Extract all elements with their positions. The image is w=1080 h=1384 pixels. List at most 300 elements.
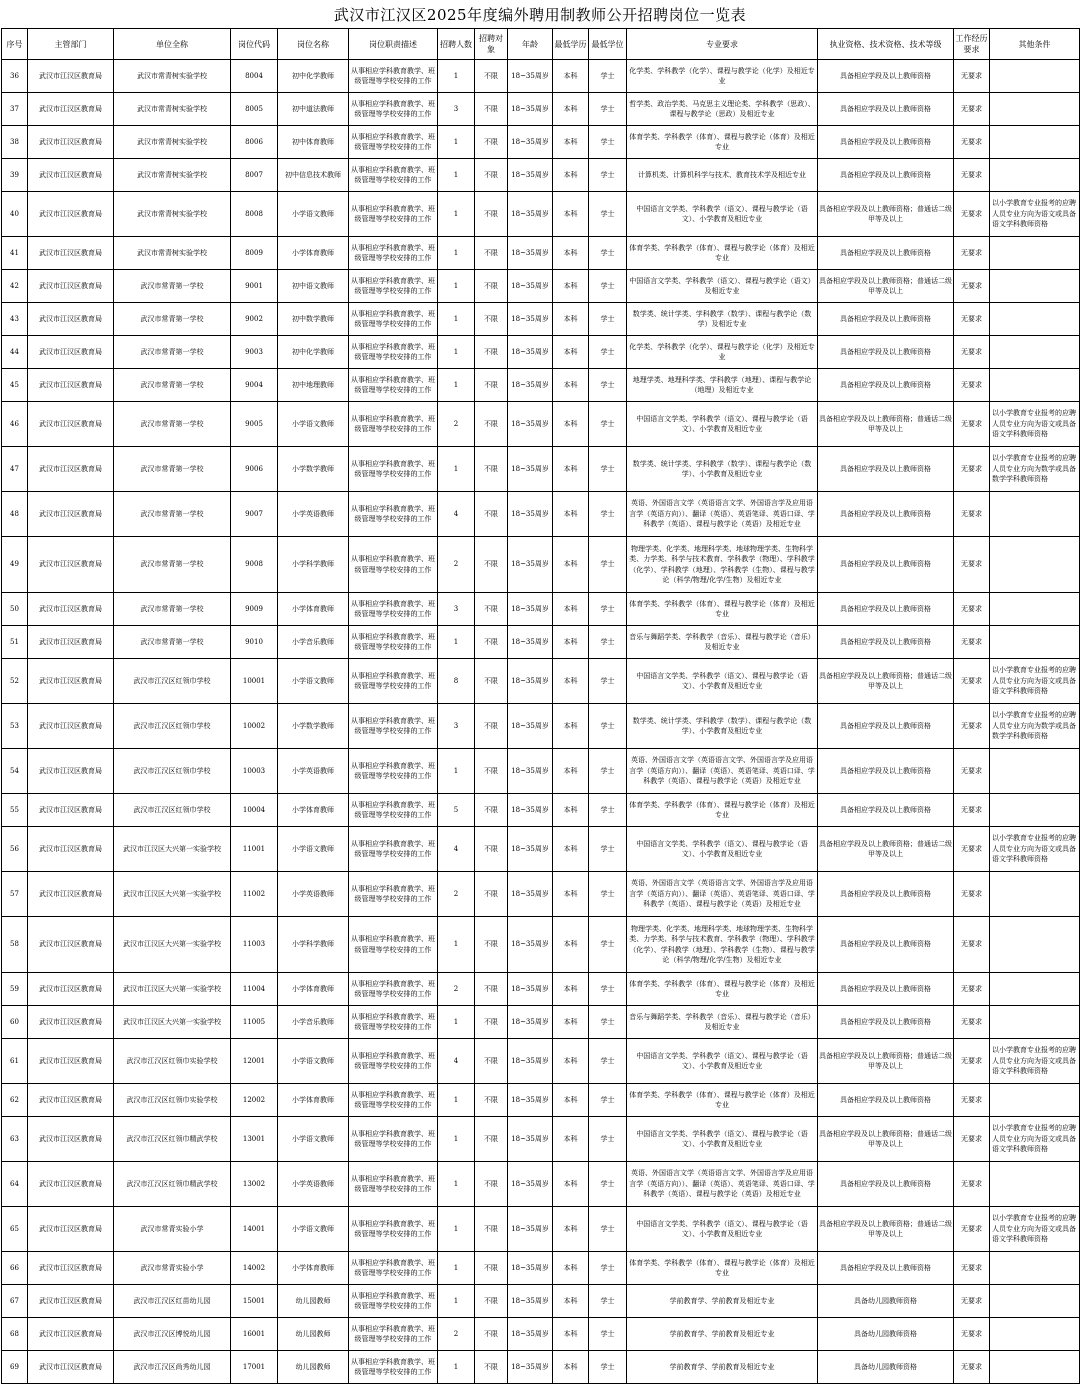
cell-count: 1	[438, 159, 475, 192]
header-degree: 最低学位	[589, 29, 627, 60]
cell-other	[990, 270, 1080, 303]
cell-no: 39	[2, 159, 28, 192]
cell-other	[990, 126, 1080, 159]
cell-major: 哲学类、政治学类、马克思主义理论类、学科教学（思政）、课程与教学论（思政）及相近专业	[627, 93, 818, 126]
cell-qual: 具备相应学段及以上教师资格；普通话二级甲等及以上	[818, 192, 954, 237]
cell-other	[990, 626, 1080, 659]
cell-unit: 武汉市常青第一学校	[114, 402, 231, 447]
cell-count: 1	[438, 1285, 475, 1318]
cell-degree: 学士	[589, 1117, 627, 1162]
cell-count: 1	[438, 336, 475, 369]
cell-count: 1	[438, 60, 475, 93]
cell-code: 14002	[231, 1252, 278, 1285]
cell-qual: 具备相应学段及以上教师资格	[818, 1006, 954, 1039]
cell-post: 小学数学教师	[278, 704, 349, 749]
cell-age: 18~35周岁	[508, 93, 553, 126]
table-row	[2, 1162, 1080, 1207]
cell-age: 18~35周岁	[508, 1162, 553, 1207]
cell-target: 不限	[475, 60, 508, 93]
cell-qual: 具备幼儿园教师资格	[818, 1285, 954, 1318]
cell-major: 英语、外国语言文学（英语语言文学、外国语言学及应用语言学（英语方向））、翻译（英语）、英语笔译、英语口译、学科教学（英语）、课程与教学论（英语）及相近专业	[627, 749, 818, 794]
cell-exp: 无要求	[954, 593, 990, 626]
cell-count: 2	[438, 973, 475, 1006]
table-row	[2, 402, 1080, 447]
cell-degree: 学士	[589, 1252, 627, 1285]
cell-qual: 具备相应学段及以上教师资格	[818, 593, 954, 626]
cell-desc: 从事相应学科教育教学、班级管理等学校安排的工作	[349, 626, 438, 659]
cell-target: 不限	[475, 126, 508, 159]
cell-edu: 本科	[553, 1039, 589, 1084]
cell-post: 初中地理教师	[278, 369, 349, 402]
cell-target: 不限	[475, 159, 508, 192]
cell-count: 3	[438, 593, 475, 626]
cell-exp: 无要求	[954, 270, 990, 303]
cell-other	[990, 303, 1080, 336]
cell-exp: 无要求	[954, 159, 990, 192]
cell-edu: 本科	[553, 447, 589, 492]
cell-code: 8007	[231, 159, 278, 192]
cell-no: 59	[2, 973, 28, 1006]
cell-desc: 从事相应学科教育教学、班级管理等学校安排的工作	[349, 537, 438, 593]
cell-degree: 学士	[589, 237, 627, 270]
cell-edu: 本科	[553, 659, 589, 704]
cell-no: 43	[2, 303, 28, 336]
cell-count: 1	[438, 270, 475, 303]
table-row	[2, 192, 1080, 237]
cell-unit: 武汉市常青树实验学校	[114, 237, 231, 270]
table-row	[2, 1252, 1080, 1285]
cell-dept: 武汉市江汉区教育局	[28, 794, 114, 827]
cell-desc: 从事相应学科教育教学、班级管理等学校安排的工作	[349, 336, 438, 369]
cell-qual: 具备相应学段及以上教师资格	[818, 704, 954, 749]
cell-dept: 武汉市江汉区教育局	[28, 704, 114, 749]
cell-qual: 具备相应学段及以上教师资格	[818, 749, 954, 794]
cell-post: 初中语文教师	[278, 270, 349, 303]
header-no: 序号	[2, 29, 28, 60]
cell-target: 不限	[475, 917, 508, 973]
cell-no: 52	[2, 659, 28, 704]
cell-target: 不限	[475, 1084, 508, 1117]
cell-edu: 本科	[553, 336, 589, 369]
cell-unit: 武汉市江汉区红领巾精武学校	[114, 1117, 231, 1162]
cell-edu: 本科	[553, 917, 589, 973]
cell-unit: 武汉市常青第一学校	[114, 626, 231, 659]
cell-age: 18~35周岁	[508, 827, 553, 872]
header-qual: 执业资格、技术资格、技术等级	[818, 29, 954, 60]
cell-dept: 武汉市江汉区教育局	[28, 369, 114, 402]
cell-target: 不限	[475, 1162, 508, 1207]
cell-unit: 武汉市江汉区红领巾学校	[114, 659, 231, 704]
cell-desc: 从事相应学科教育教学、班级管理等学校安排的工作	[349, 1162, 438, 1207]
cell-degree: 学士	[589, 402, 627, 447]
cell-target: 不限	[475, 1252, 508, 1285]
cell-qual: 具备相应学段及以上教师资格	[818, 237, 954, 270]
table-row	[2, 659, 1080, 704]
table-row	[2, 1084, 1080, 1117]
cell-dept: 武汉市江汉区教育局	[28, 192, 114, 237]
table-row	[2, 1006, 1080, 1039]
cell-major: 体育学类、学科教学（体育）、课程与教学论（体育）及相近专业	[627, 973, 818, 1006]
cell-target: 不限	[475, 593, 508, 626]
cell-major: 音乐与舞蹈学类、学科教学（音乐）、课程与教学论（音乐）及相近专业	[627, 1006, 818, 1039]
cell-exp: 无要求	[954, 704, 990, 749]
cell-major: 中国语言文学类、学科教学（语文）、课程与教学论（语文）、小学教育及相近专业	[627, 1117, 818, 1162]
cell-dept: 武汉市江汉区教育局	[28, 60, 114, 93]
cell-code: 11003	[231, 917, 278, 973]
cell-other	[990, 159, 1080, 192]
cell-age: 18~35周岁	[508, 303, 553, 336]
cell-count: 1	[438, 1117, 475, 1162]
cell-age: 18~35周岁	[508, 369, 553, 402]
cell-target: 不限	[475, 270, 508, 303]
cell-degree: 学士	[589, 303, 627, 336]
cell-degree: 学士	[589, 1318, 627, 1351]
cell-desc: 从事相应学科教育教学、班级管理等学校安排的工作	[349, 593, 438, 626]
cell-desc: 从事相应学科教育教学、班级管理等学校安排的工作	[349, 270, 438, 303]
cell-no: 64	[2, 1162, 28, 1207]
cell-target: 不限	[475, 659, 508, 704]
cell-qual: 具备相应学段及以上教师资格	[818, 1252, 954, 1285]
cell-no: 54	[2, 749, 28, 794]
cell-degree: 学士	[589, 336, 627, 369]
cell-target: 不限	[475, 1285, 508, 1318]
cell-degree: 学士	[589, 126, 627, 159]
cell-count: 1	[438, 192, 475, 237]
cell-unit: 武汉市常青树实验学校	[114, 126, 231, 159]
cell-post: 小学语文教师	[278, 1117, 349, 1162]
cell-age: 18~35周岁	[508, 749, 553, 794]
cell-qual: 具备相应学段及以上教师资格；普通话二级甲等及以上	[818, 659, 954, 704]
cell-exp: 无要求	[954, 93, 990, 126]
cell-post: 初中数学教师	[278, 303, 349, 336]
cell-target: 不限	[475, 1318, 508, 1351]
cell-exp: 无要求	[954, 126, 990, 159]
cell-other	[990, 1285, 1080, 1318]
cell-exp: 无要求	[954, 1084, 990, 1117]
cell-no: 40	[2, 192, 28, 237]
cell-dept: 武汉市江汉区教育局	[28, 270, 114, 303]
cell-unit: 武汉市常青第一学校	[114, 369, 231, 402]
cell-major: 体育学类、学科教学（体育）、课程与教学论（体育）及相近专业	[627, 126, 818, 159]
cell-code: 8006	[231, 126, 278, 159]
cell-desc: 从事相应学科教育教学、班级管理等学校安排的工作	[349, 1318, 438, 1351]
cell-post: 小学体育教师	[278, 973, 349, 1006]
cell-code: 9009	[231, 593, 278, 626]
cell-no: 47	[2, 447, 28, 492]
cell-major: 中国语言文学类、学科教学（语文）、课程与教学论（语文）、小学教育及相近专业	[627, 1039, 818, 1084]
table-body	[2, 60, 1080, 1384]
cell-age: 18~35周岁	[508, 447, 553, 492]
cell-target: 不限	[475, 303, 508, 336]
cell-exp: 无要求	[954, 872, 990, 917]
cell-unit: 武汉市江汉区红领巾学校	[114, 794, 231, 827]
cell-other	[990, 872, 1080, 917]
cell-major: 中国语言文学类、学科教学（语文）、课程与教学论（语文）、小学教育及相近专业	[627, 827, 818, 872]
header-dept: 主管部门	[28, 29, 114, 60]
cell-edu: 本科	[553, 192, 589, 237]
cell-age: 18~35周岁	[508, 237, 553, 270]
table-row	[2, 447, 1080, 492]
cell-desc: 从事相应学科教育教学、班级管理等学校安排的工作	[349, 973, 438, 1006]
cell-desc: 从事相应学科教育教学、班级管理等学校安排的工作	[349, 126, 438, 159]
cell-age: 18~35周岁	[508, 1351, 553, 1384]
cell-degree: 学士	[589, 872, 627, 917]
cell-degree: 学士	[589, 704, 627, 749]
cell-no: 66	[2, 1252, 28, 1285]
cell-code: 13001	[231, 1117, 278, 1162]
cell-unit: 武汉市江汉区红苗幼儿园	[114, 1285, 231, 1318]
cell-degree: 学士	[589, 1162, 627, 1207]
cell-major: 学前教育学、学前教育及相近专业	[627, 1318, 818, 1351]
cell-no: 69	[2, 1351, 28, 1384]
cell-age: 18~35周岁	[508, 794, 553, 827]
cell-degree: 学士	[589, 1039, 627, 1084]
cell-qual: 具备相应学段及以上教师资格	[818, 60, 954, 93]
cell-edu: 本科	[553, 626, 589, 659]
cell-qual: 具备幼儿园教师资格	[818, 1351, 954, 1384]
cell-post: 小学音乐教师	[278, 626, 349, 659]
cell-post: 小学体育教师	[278, 1084, 349, 1117]
cell-dept: 武汉市江汉区教育局	[28, 336, 114, 369]
cell-target: 不限	[475, 492, 508, 537]
cell-post: 初中体育教师	[278, 126, 349, 159]
cell-edu: 本科	[553, 537, 589, 593]
cell-age: 18~35周岁	[508, 593, 553, 626]
cell-other	[990, 794, 1080, 827]
cell-major: 化学类、学科教学（化学）、课程与教学论（化学）及相近专业	[627, 60, 818, 93]
cell-post: 小学科学教师	[278, 917, 349, 973]
cell-post: 小学英语教师	[278, 872, 349, 917]
cell-age: 18~35周岁	[508, 872, 553, 917]
cell-count: 1	[438, 1351, 475, 1384]
header-code: 岗位代码	[231, 29, 278, 60]
table-row	[2, 1207, 1080, 1252]
cell-major: 英语、外国语言文学（英语语言文学、外国语言学及应用语言学（英语方向））、翻译（英语）、英语笔译、英语口译、学科教学（英语）、课程与教学论（英语）及相近专业	[627, 872, 818, 917]
cell-exp: 无要求	[954, 749, 990, 794]
cell-degree: 学士	[589, 159, 627, 192]
cell-age: 18~35周岁	[508, 626, 553, 659]
cell-major: 物理学类、化学类、地理科学类、地球物理学类、生物科学类、力学类、科学与技术教育、学科教学（物理）、学科教学（化学）、学科教学（地理）、学科教学（生物）、课程与教学论（科学/物理/化学/生物）及相近专业	[627, 537, 818, 593]
cell-no: 68	[2, 1318, 28, 1351]
cell-post: 小学体育教师	[278, 794, 349, 827]
cell-exp: 无要求	[954, 1117, 990, 1162]
cell-age: 18~35周岁	[508, 126, 553, 159]
cell-code: 9001	[231, 270, 278, 303]
cell-qual: 具备相应学段及以上教师资格；普通话二级甲等及以上	[818, 1117, 954, 1162]
cell-other	[990, 93, 1080, 126]
cell-count: 3	[438, 704, 475, 749]
cell-code: 8008	[231, 192, 278, 237]
cell-edu: 本科	[553, 593, 589, 626]
cell-post: 初中道法教师	[278, 93, 349, 126]
cell-edu: 本科	[553, 1318, 589, 1351]
recruitment-table	[1, 28, 1080, 1384]
cell-qual: 具备相应学段及以上教师资格	[818, 303, 954, 336]
cell-no: 62	[2, 1084, 28, 1117]
cell-unit: 武汉市常青第一学校	[114, 336, 231, 369]
cell-age: 18~35周岁	[508, 704, 553, 749]
cell-major: 学前教育学、学前教育及相近专业	[627, 1285, 818, 1318]
cell-major: 体育学类、学科教学（体育）、课程与教学论（体育）及相近专业	[627, 237, 818, 270]
cell-dept: 武汉市江汉区教育局	[28, 447, 114, 492]
cell-desc: 从事相应学科教育教学、班级管理等学校安排的工作	[349, 704, 438, 749]
cell-age: 18~35周岁	[508, 973, 553, 1006]
cell-other: 以小学教育专业报考的应聘人员专业方向为数学或具备数学学科教师资格	[990, 447, 1080, 492]
cell-count: 2	[438, 872, 475, 917]
cell-edu: 本科	[553, 126, 589, 159]
cell-edu: 本科	[553, 1207, 589, 1252]
cell-desc: 从事相应学科教育教学、班级管理等学校安排的工作	[349, 917, 438, 973]
cell-degree: 学士	[589, 973, 627, 1006]
cell-count: 2	[438, 537, 475, 593]
cell-no: 37	[2, 93, 28, 126]
cell-other: 以小学教育专业报考的应聘人员专业方向为语文或具备语文学科教师资格	[990, 659, 1080, 704]
cell-degree: 学士	[589, 192, 627, 237]
cell-degree: 学士	[589, 1285, 627, 1318]
cell-unit: 武汉市常青第一学校	[114, 447, 231, 492]
cell-count: 1	[438, 1207, 475, 1252]
cell-unit: 武汉市常青树实验学校	[114, 159, 231, 192]
cell-other	[990, 593, 1080, 626]
cell-count: 1	[438, 237, 475, 270]
table-row	[2, 303, 1080, 336]
cell-dept: 武汉市江汉区教育局	[28, 1162, 114, 1207]
header-post: 岗位名称	[278, 29, 349, 60]
table-row	[2, 1351, 1080, 1384]
cell-edu: 本科	[553, 270, 589, 303]
table-row	[2, 126, 1080, 159]
cell-desc: 从事相应学科教育教学、班级管理等学校安排的工作	[349, 1351, 438, 1384]
cell-age: 18~35周岁	[508, 402, 553, 447]
cell-code: 9008	[231, 537, 278, 593]
cell-edu: 本科	[553, 1117, 589, 1162]
cell-desc: 从事相应学科教育教学、班级管理等学校安排的工作	[349, 1285, 438, 1318]
cell-qual: 具备相应学段及以上教师资格	[818, 447, 954, 492]
table-row	[2, 1117, 1080, 1162]
cell-no: 46	[2, 402, 28, 447]
table-row	[2, 159, 1080, 192]
table-header-row	[2, 29, 1080, 60]
cell-code: 9002	[231, 303, 278, 336]
cell-no: 67	[2, 1285, 28, 1318]
cell-post: 小学英语教师	[278, 492, 349, 537]
cell-dept: 武汉市江汉区教育局	[28, 93, 114, 126]
cell-dept: 武汉市江汉区教育局	[28, 1318, 114, 1351]
cell-count: 2	[438, 1318, 475, 1351]
cell-exp: 无要求	[954, 447, 990, 492]
cell-major: 体育学类、学科教学（体育）、课程与教学论（体育）及相近专业	[627, 1084, 818, 1117]
cell-dept: 武汉市江汉区教育局	[28, 1039, 114, 1084]
cell-post: 小学语文教师	[278, 1039, 349, 1084]
cell-target: 不限	[475, 704, 508, 749]
cell-count: 3	[438, 93, 475, 126]
cell-other: 以小学教育专业报考的应聘人员专业方向为语文或具备语文学科教师资格	[990, 1117, 1080, 1162]
header-count: 招聘人数	[438, 29, 475, 60]
cell-desc: 从事相应学科教育教学、班级管理等学校安排的工作	[349, 827, 438, 872]
cell-unit: 武汉市常青实验小学	[114, 1252, 231, 1285]
cell-age: 18~35周岁	[508, 60, 553, 93]
cell-qual: 具备相应学段及以上教师资格	[818, 537, 954, 593]
cell-edu: 本科	[553, 973, 589, 1006]
cell-age: 18~35周岁	[508, 659, 553, 704]
cell-age: 18~35周岁	[508, 192, 553, 237]
table-row	[2, 794, 1080, 827]
table-row	[2, 1318, 1080, 1351]
cell-major: 地理学类、地理科学类、学科教学（地理）、课程与教学论（地理）及相近专业	[627, 369, 818, 402]
cell-edu: 本科	[553, 1162, 589, 1207]
cell-other	[990, 1351, 1080, 1384]
cell-post: 初中信息技术教师	[278, 159, 349, 192]
cell-major: 英语、外国语言文学（英语语言文学、外国语言学及应用语言学（英语方向））、翻译（英语）、英语笔译、英语口译、学科教学（英语）、课程与教学论（英语）及相近专业	[627, 1162, 818, 1207]
cell-degree: 学士	[589, 794, 627, 827]
cell-dept: 武汉市江汉区教育局	[28, 659, 114, 704]
cell-qual: 具备相应学段及以上教师资格	[818, 336, 954, 369]
cell-qual: 具备相应学段及以上教师资格	[818, 93, 954, 126]
cell-qual: 具备相应学段及以上教师资格	[818, 1162, 954, 1207]
cell-count: 1	[438, 1252, 475, 1285]
cell-edu: 本科	[553, 369, 589, 402]
table-row	[2, 1039, 1080, 1084]
cell-qual: 具备相应学段及以上教师资格；普通话二级甲等及以上	[818, 270, 954, 303]
cell-unit: 武汉市江汉区博悦幼儿园	[114, 1318, 231, 1351]
cell-no: 55	[2, 794, 28, 827]
cell-post: 小学科学教师	[278, 537, 349, 593]
cell-unit: 武汉市常青第一学校	[114, 303, 231, 336]
cell-dept: 武汉市江汉区教育局	[28, 237, 114, 270]
cell-dept: 武汉市江汉区教育局	[28, 626, 114, 659]
cell-unit: 武汉市常青树实验学校	[114, 192, 231, 237]
cell-code: 8005	[231, 93, 278, 126]
cell-other: 以小学教育专业报考的应聘人员专业方向为语文或具备语文学科教师资格	[990, 1207, 1080, 1252]
cell-count: 1	[438, 626, 475, 659]
cell-qual: 具备相应学段及以上教师资格	[818, 1084, 954, 1117]
cell-code: 9005	[231, 402, 278, 447]
cell-code: 10002	[231, 704, 278, 749]
cell-unit: 武汉市常青第一学校	[114, 537, 231, 593]
cell-no: 65	[2, 1207, 28, 1252]
table-row	[2, 369, 1080, 402]
cell-post: 小学语文教师	[278, 827, 349, 872]
cell-dept: 武汉市江汉区教育局	[28, 872, 114, 917]
cell-target: 不限	[475, 237, 508, 270]
cell-other: 以小学教育专业报考的应聘人员专业方向为语文或具备语文学科教师资格	[990, 192, 1080, 237]
cell-major: 音乐与舞蹈学类、学科教学（音乐）、课程与教学论（音乐）及相近专业	[627, 626, 818, 659]
cell-dept: 武汉市江汉区教育局	[28, 126, 114, 159]
cell-desc: 从事相应学科教育教学、班级管理等学校安排的工作	[349, 237, 438, 270]
cell-exp: 无要求	[954, 192, 990, 237]
cell-target: 不限	[475, 794, 508, 827]
cell-count: 1	[438, 126, 475, 159]
cell-qual: 具备相应学段及以上教师资格	[818, 872, 954, 917]
cell-exp: 无要求	[954, 1285, 990, 1318]
cell-desc: 从事相应学科教育教学、班级管理等学校安排的工作	[349, 402, 438, 447]
cell-code: 11002	[231, 872, 278, 917]
cell-count: 1	[438, 369, 475, 402]
header-age: 年龄	[508, 29, 553, 60]
cell-code: 17001	[231, 1351, 278, 1384]
cell-other: 以小学教育专业报考的应聘人员专业方向为语文或具备语文学科教师资格	[990, 1039, 1080, 1084]
cell-dept: 武汉市江汉区教育局	[28, 1252, 114, 1285]
cell-edu: 本科	[553, 93, 589, 126]
cell-degree: 学士	[589, 447, 627, 492]
cell-degree: 学士	[589, 60, 627, 93]
cell-count: 4	[438, 1039, 475, 1084]
cell-post: 小学英语教师	[278, 1162, 349, 1207]
table-row	[2, 917, 1080, 973]
cell-other	[990, 60, 1080, 93]
cell-edu: 本科	[553, 402, 589, 447]
cell-exp: 无要求	[954, 336, 990, 369]
